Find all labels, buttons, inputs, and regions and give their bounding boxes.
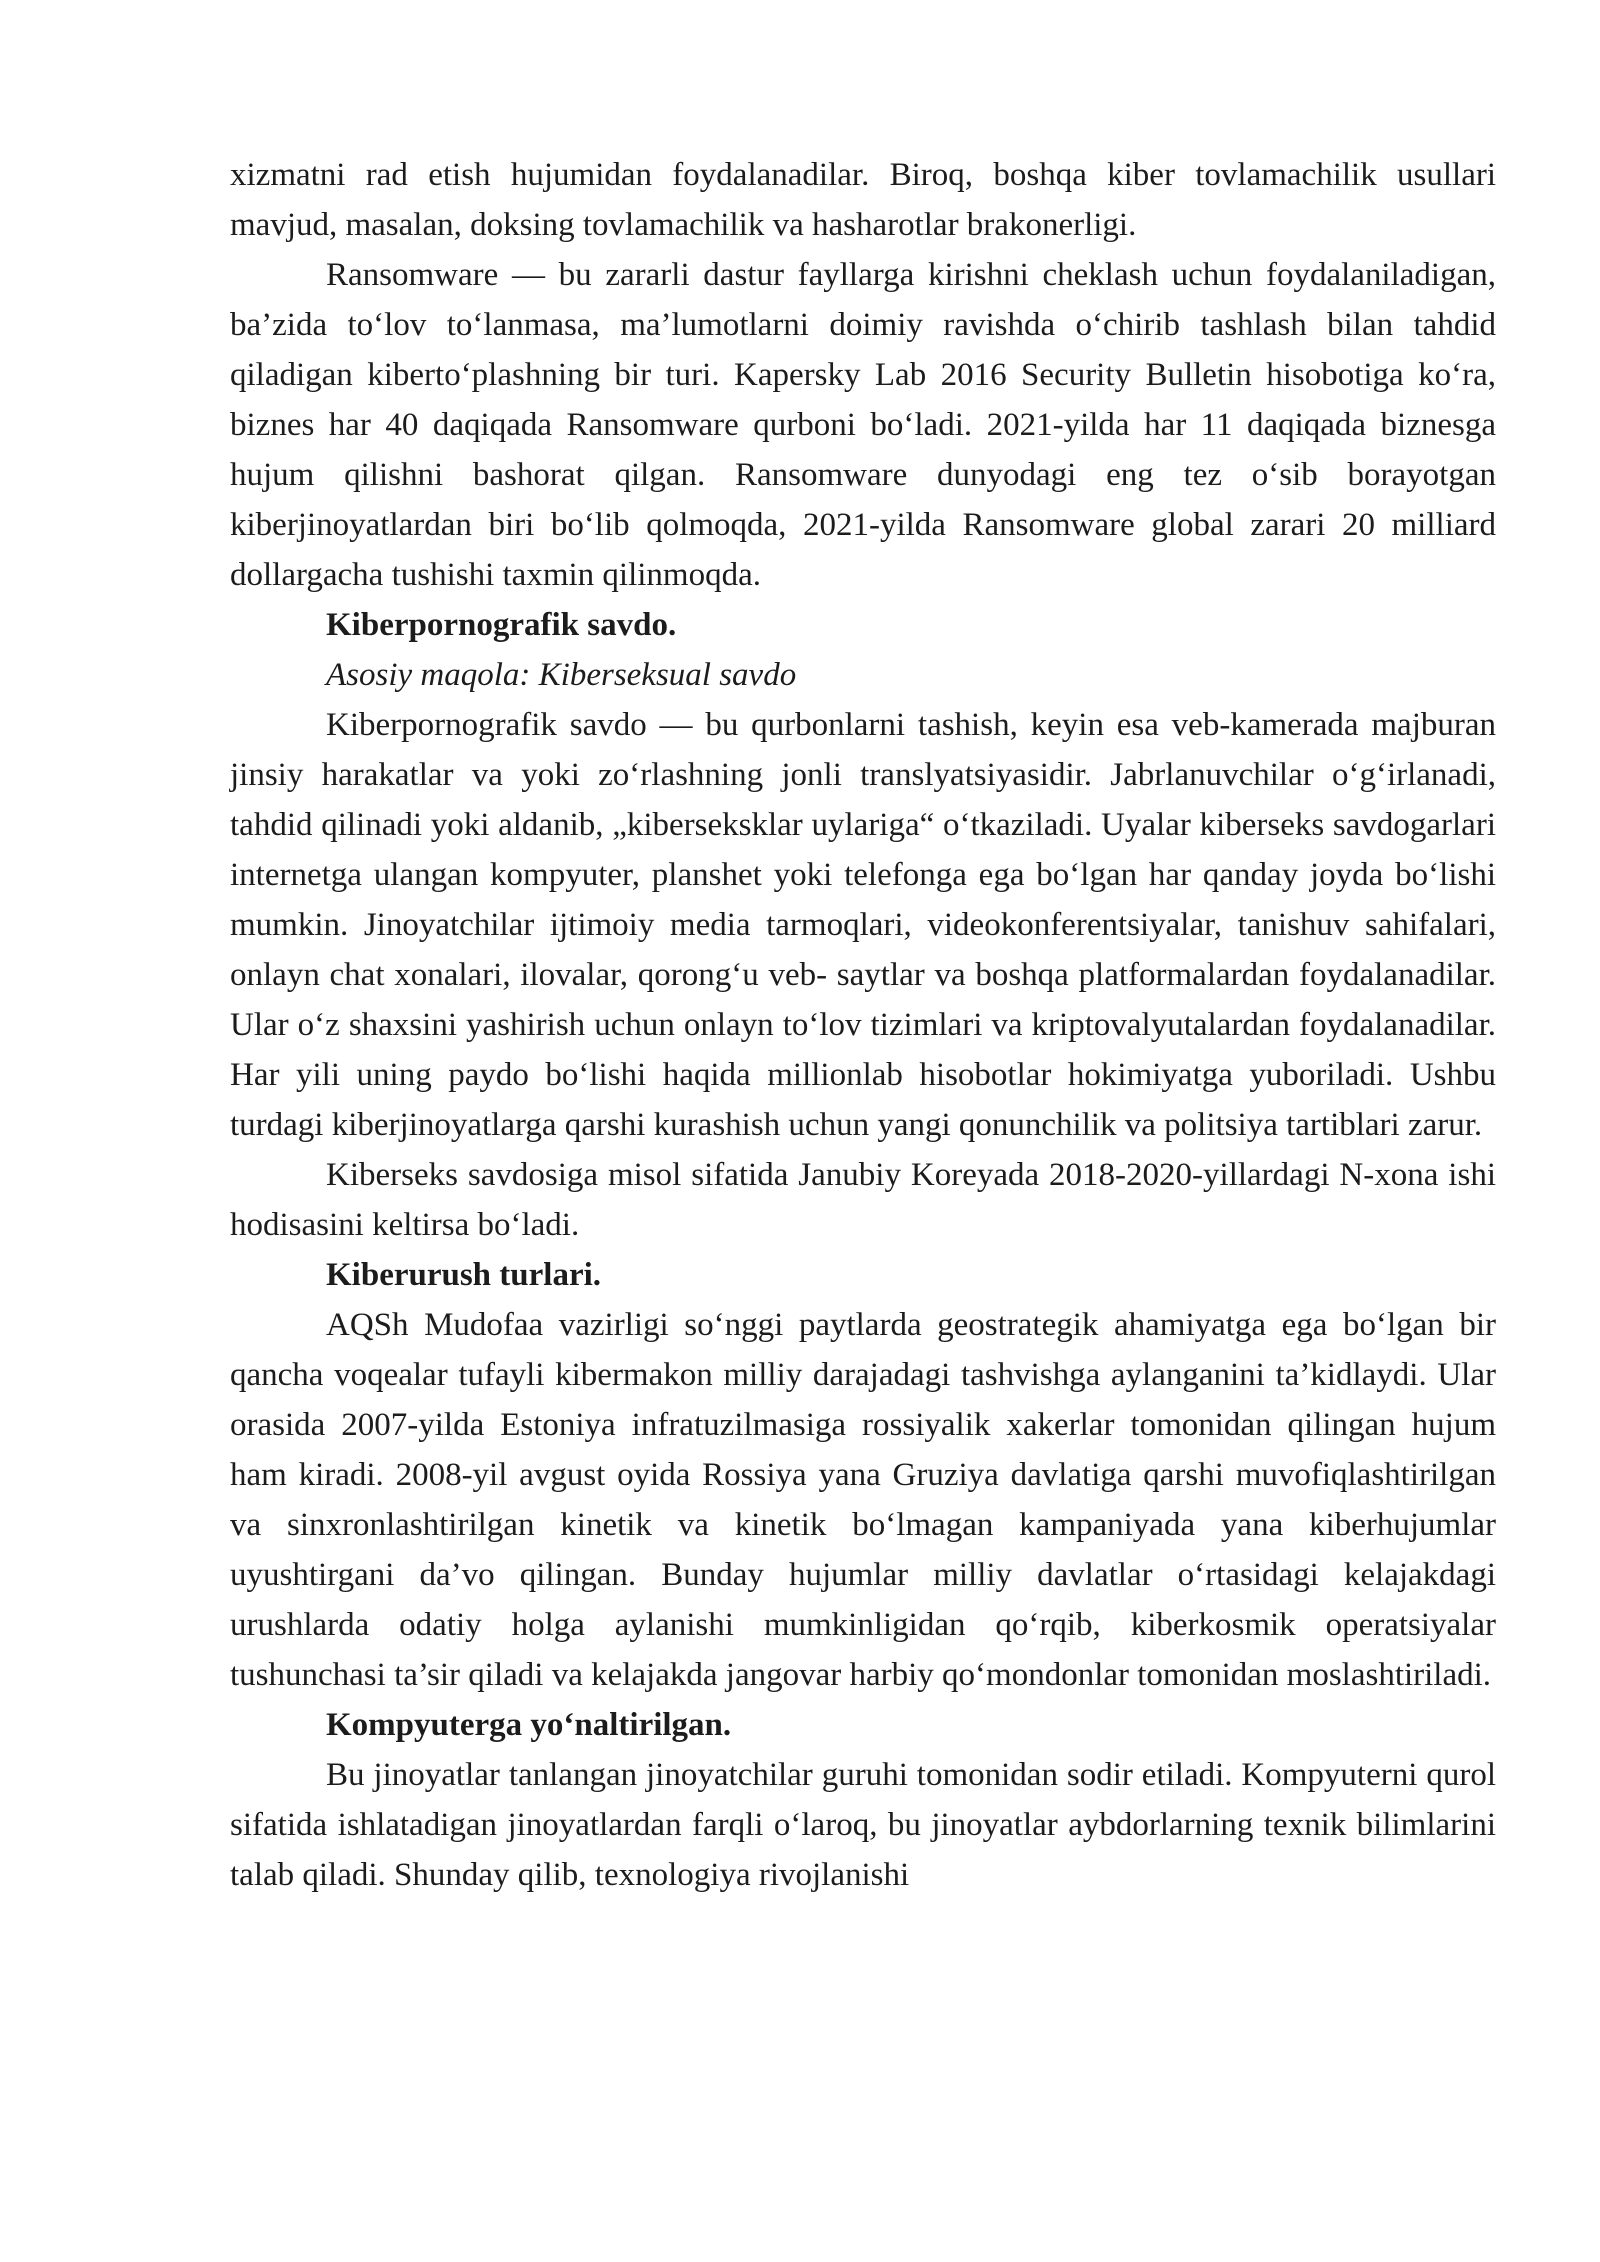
paragraph-computer-targeted: Bu jinoyatlar tanlangan jinoyatchilar guruhi tomonidan sodir etiladi. Kompyuterni qurol sifatida ishlatadigan jinoyatlardan farqli o‘laroq, bu jinoyatlar aybdorlarning texnik bilimlarini talab qiladi. Shunday qilib, texnologiya rivojlanishi [230, 1757, 1496, 1893]
document-page [230, 150, 1496, 1900]
paragraph-cyberwar: AQSh Mudofaa vazirligi so‘nggi paytlarda geostrategik ahamiyatga ega bo‘lgan bir qancha voqealar tufayli kibermakon milliy darajadagi tashvishga aylanganini ta’kidlaydi. Ular orasida 2007-yilda Estoniya infratuzilmasiga rossiyalik xakerlar tomonidan qilingan hujum ham kiradi. 2008-yil avgust oyida Rossiya yana Gruziya davlatiga qarshi muvofiqlashtirilgan va sinxronlashtirilgan kinetik va kinetik bo‘lmagan kampaniyada yana kiberhujumlar uyushtirgani da’vo qilingan. Bunday hujumlar milliy davlatlar o‘rtasidagi kelajakdagi urushlarda odatiy holga aylanishi mumkinligidan qo‘rqib, kiberkosmik operatsiyalar tushunchasi ta’sir qiladi va kelajakda jangovar harbiy qo‘mondonlar tomonidan moslashtiriladi. [230, 1307, 1496, 1693]
heading-cyberporn-trade: Kiberpornografik savdo. [326, 607, 677, 643]
paragraph-ransomware: Ransomware — bu zararli dastur fayllarga kirishni cheklash uchun foydalaniladigan, ba’zida to‘lov to‘lanmasa, ma’lumotlarni doimiy ravishda o‘chirib tashlash bilan tahdid qiladigan kiberto‘plashning bir turi. Kapersky Lab 2016 Security Bulletin hisobotiga ko‘ra, biznes har 40 daqiqada Ransomware qurboni bo‘ladi. 2021-yilda har 11 daqiqada biznesga hujum qilishni bashorat qilgan. Ransomware dunyodagi eng tez o‘sib borayotgan kiberjinoyatlardan biri bo‘lib qolmoqda, 2021-yilda Ransomware global zarari 20 milliard dollargacha tushishi taxmin qilinmoqda. [230, 257, 1496, 593]
heading-computer-targeted: Kompyuterga yo‘naltirilgan. [326, 1707, 732, 1743]
paragraph-nth-room-example: Kiberseks savdosiga misol sifatida Janubiy Koreyada 2018-2020-yillardagi N-xona ishi hodisasini keltirsa bo‘ladi. [230, 1157, 1496, 1243]
paragraph-cyberporn-trade: Kiberpornografik savdo — bu qurbonlarni tashish, keyin esa veb-kamerada majburan jinsiy harakatlar va yoki zo‘rlashning jonli translyatsiyasidir. Jabrlanuvchilar o‘g‘irlanadi, tahdid qilinadi yoki aldanib, „kiberseksklar uylariga“ o‘tkaziladi. Uyalar kiberseks savdogarlari internetga ulangan kompyuter, planshet yoki telefonga ega bo‘lgan har qanday joyda bo‘lishi mumkin. Jinoyatchilar ijtimoiy media tarmoqlari, videokonferentsiyalar, tanishuv sahifalari, onlayn chat xonalari, ilovalar, qorong‘u veb- saytlar va boshqa platformalardan foydalanadilar. Ular o‘z shaxsini yashirish uchun onlayn to‘lov tizimlari va kriptovalyutalardan foydalanadilar. Har yili uning paydo bo‘lishi haqida millionlab hisobotlar hokimiyatga yuboriladi. Ushbu turdagi kiberjinoyatlarga qarshi kurashish uchun yangi qonunchilik va politsiya tartiblari zarur. [230, 707, 1496, 1143]
heading-cyberwar-types: Kiberurush turlari. [326, 1257, 602, 1293]
main-article-note: Asosiy maqola: Kiberseksual savdo [326, 657, 797, 693]
paragraph-ddos-continuation: xizmatni rad etish hujumidan foydalanadilar. Biroq, boshqa kiber tovlamachilik usullari mavjud, masalan, doksing tovlamachilik va hasharotlar brakonerligi. [230, 157, 1496, 243]
